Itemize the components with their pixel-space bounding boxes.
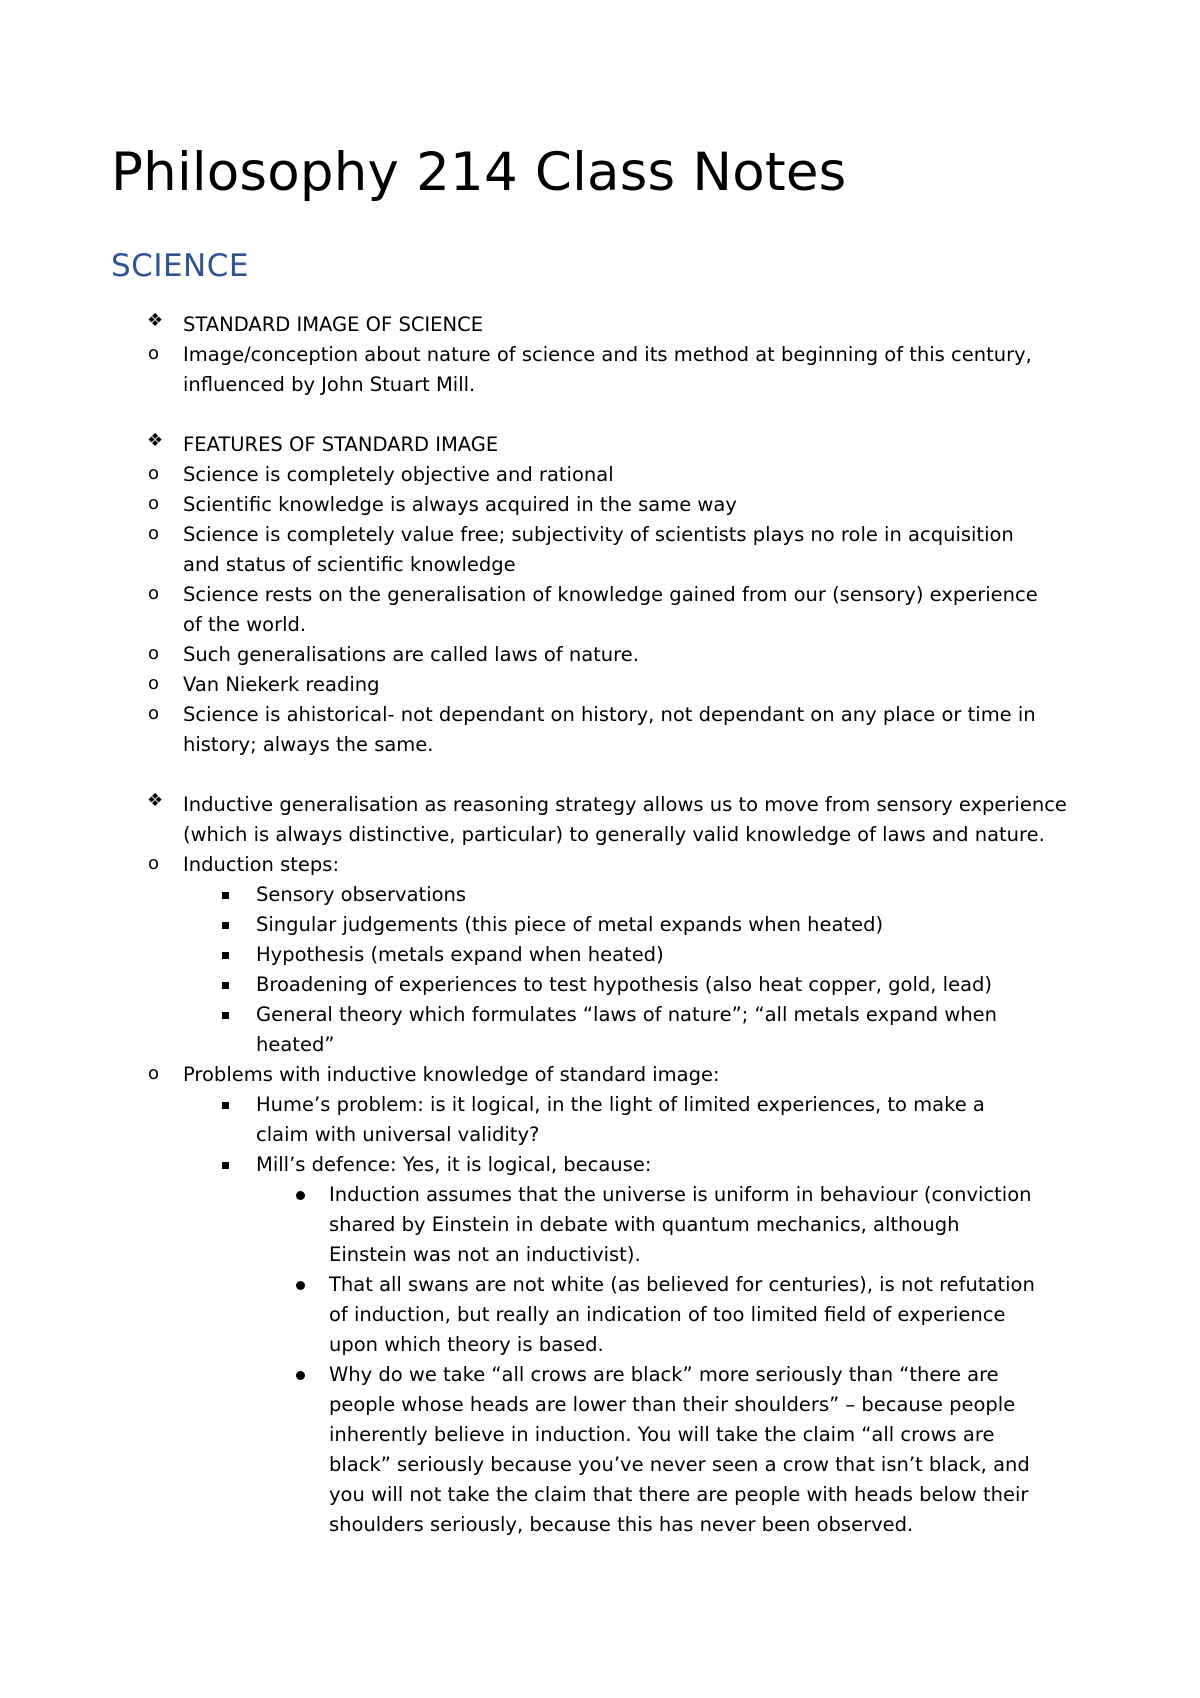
outline-level-2 [110, 850, 1038, 1540]
outline-item [148, 640, 1038, 670]
outline-item [148, 700, 1038, 760]
document-content [111, 142, 1111, 1540]
outline-item [256, 880, 1038, 910]
outline-item-text: Science rests on the generalisation of knowledge gained from our (sensory) experience of the world. [183, 583, 1038, 636]
outline-item-text: Van Niekerk reading [183, 673, 380, 696]
outline-item [329, 1360, 1038, 1540]
outline-item-text: Hume’s problem: is it logical, in the light of limited experiences, to make a claim with universal validity? [256, 1093, 985, 1146]
outline-item [256, 940, 1038, 970]
outline-section [111, 310, 1111, 400]
hollow-circle-bullet-icon: o [148, 673, 160, 694]
notes-outline [111, 310, 1111, 1540]
outline-item [148, 580, 1038, 640]
outline-item-text: Image/conception about nature of science and its method at beginning of this century, influenced by John Stuart Mill. [183, 343, 1032, 396]
hollow-circle-bullet-icon: o [148, 703, 160, 724]
square-bullet-icon [222, 922, 229, 929]
outline-item [148, 670, 1038, 700]
hollow-circle-bullet-icon: o [148, 853, 160, 874]
diamond-bullet-icon: ❖ [147, 310, 164, 331]
outline-item [148, 340, 1038, 400]
outline-item [148, 850, 1038, 1060]
outline-section [111, 790, 1111, 1540]
outline-item-text: Why do we take “all crows are black” more seriously than “there are people whose heads are lower than their shoulders” – because people inherently believe in induction. You will take the claim “all crows are black” seriously because you’ve never seen a crow that isn’t black, and you will not take the claim that there are people with heads below their shoulders seriously, because this has never been observed. [329, 1363, 1030, 1536]
hollow-circle-bullet-icon: o [148, 463, 160, 484]
round-bullet-icon [296, 1281, 305, 1290]
diamond-bullet-icon: ❖ [147, 430, 164, 451]
outline-item-text: Problems with inductive knowledge of standard image: [183, 1063, 720, 1086]
square-bullet-icon [222, 1102, 229, 1109]
outline-item [148, 520, 1038, 580]
hollow-circle-bullet-icon: o [148, 583, 160, 604]
hollow-circle-bullet-icon: o [148, 643, 160, 664]
diamond-bullet-icon: ❖ [147, 790, 164, 811]
outline-item [256, 910, 1038, 940]
round-bullet-icon [296, 1371, 305, 1380]
square-bullet-icon [222, 982, 229, 989]
outline-item [256, 1090, 1038, 1150]
outline-item-text: Induction steps: [183, 853, 340, 876]
outline-item-text: Sensory observations [256, 883, 467, 906]
round-bullet-icon [296, 1191, 305, 1200]
outline-item [148, 460, 1038, 490]
outline-item-text: Scientific knowledge is always acquired in the same way [183, 493, 737, 516]
outline-item [329, 1180, 1038, 1270]
square-bullet-icon [222, 952, 229, 959]
square-bullet-icon [222, 1162, 229, 1169]
outline-item-text: Induction assumes that the universe is uniform in behaviour (conviction shared by Einstein in debate with quantum mechanics, although Einstein was not an inductivist). [329, 1183, 1032, 1266]
outline-section-label: STANDARD IMAGE OF SCIENCE [183, 313, 484, 336]
outline-item-text: Science is ahistorical- not dependant on history, not dependant on any place or time in history; always the same. [183, 703, 1036, 756]
outline-level-3 [256, 1090, 1038, 1540]
outline-section [111, 430, 1111, 760]
outline-level-2 [110, 460, 1038, 760]
outline-section-label: FEATURES OF STANDARD IMAGE [183, 433, 499, 456]
outline-item-text: Hypothesis (metals expand when heated) [256, 943, 664, 966]
document-title: Philosophy 214 Class Notes [111, 142, 847, 203]
outline-item [256, 970, 1038, 1000]
outline-item [148, 490, 1038, 520]
outline-item [148, 1060, 1038, 1540]
hollow-circle-bullet-icon: o [148, 523, 160, 544]
outline-item-text: Science is completely objective and rational [183, 463, 614, 486]
outline-item-text: Science is completely value free; subjectivity of scientists plays no role in acquisition and status of scientific knowledge [183, 523, 1014, 576]
outline-item-text: Mill’s defence: Yes, it is logical, because: [256, 1153, 652, 1176]
outline-level-4 [329, 1180, 1038, 1540]
section-heading: SCIENCE [111, 248, 249, 284]
outline-item [256, 1000, 1038, 1060]
square-bullet-icon [222, 892, 229, 899]
outline-item-text: Broadening of experiences to test hypothesis (also heat copper, gold, lead) [256, 973, 993, 996]
outline-section-label: Inductive generalisation as reasoning strategy allows us to move from sensory experience (which is always distinctive, particular) to generally valid knowledge of laws and nature. [183, 793, 1067, 846]
outline-level-3 [256, 880, 1038, 1060]
outline-item-text: Such generalisations are called laws of nature. [183, 643, 639, 666]
outline-item-text: That all swans are not white (as believed for centuries), is not refutation of induction, but really an indication of too limited field of experience upon which theory is based. [329, 1273, 1035, 1356]
outline-item [329, 1270, 1038, 1360]
hollow-circle-bullet-icon: o [148, 1063, 160, 1084]
outline-level-2 [110, 340, 1038, 400]
square-bullet-icon [222, 1012, 229, 1019]
outline-item [256, 1150, 1038, 1540]
outline-item-text: Singular judgements (this piece of metal expands when heated) [256, 913, 884, 936]
hollow-circle-bullet-icon: o [148, 493, 160, 514]
hollow-circle-bullet-icon: o [148, 343, 160, 364]
outline-item-text: General theory which formulates “laws of nature”; “all metals expand when heated” [256, 1003, 998, 1056]
